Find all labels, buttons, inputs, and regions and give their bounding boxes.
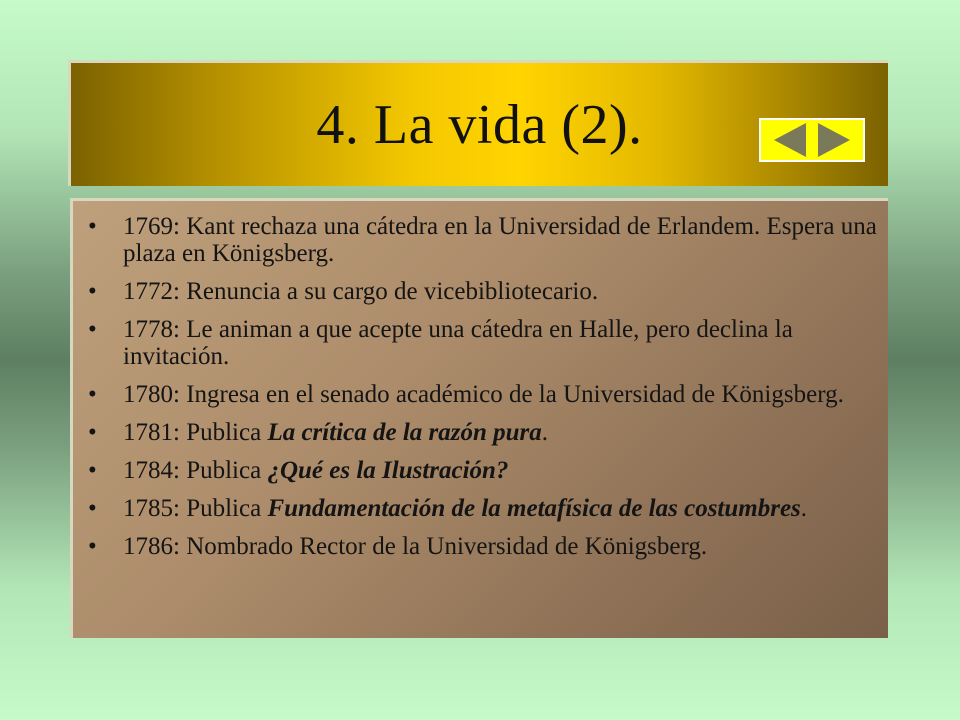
content-panel xyxy=(70,198,888,638)
item-text: 1784: Publica xyxy=(123,457,268,484)
item-text: 1780: Ingresa en el senado académico de la Universidad de Königsberg. xyxy=(123,381,844,408)
next-slide-button[interactable] xyxy=(816,120,852,160)
bullet-marker: • xyxy=(88,533,97,560)
triangle-left-icon xyxy=(774,123,806,157)
previous-slide-button[interactable] xyxy=(772,120,808,160)
item-text: 1781: Publica xyxy=(123,419,268,446)
bullet-marker: • xyxy=(88,278,97,305)
list-item xyxy=(85,495,878,522)
list-item xyxy=(85,419,878,446)
slide-navigation xyxy=(759,118,865,162)
bullet-marker: • xyxy=(88,316,97,343)
list-item xyxy=(85,457,878,484)
bullet-marker: • xyxy=(88,495,97,522)
item-text: 1785: Publica xyxy=(123,495,268,522)
bullet-marker: • xyxy=(88,457,97,484)
item-text: 1786: Nombrado Rector de la Universidad de Königsberg. xyxy=(123,533,708,560)
item-text: 1778: Le animan a que acepte una cátedra en Halle, pero declina la invitación. xyxy=(123,316,793,370)
book-title: ¿Qué es la Ilustración? xyxy=(267,457,509,484)
list-item xyxy=(85,213,878,267)
book-title: Fundamentación de la metafísica de las costumbres xyxy=(267,495,801,522)
slide-title: 4. La vida (2). xyxy=(316,93,643,156)
item-text: 1772: Renuncia a su cargo de vicebibliotecario. xyxy=(123,278,599,305)
list-item xyxy=(85,278,878,305)
list-item xyxy=(85,381,878,408)
item-suffix: . xyxy=(541,419,549,446)
item-suffix: . xyxy=(800,495,808,522)
bullet-marker: • xyxy=(88,381,97,408)
bullet-marker: • xyxy=(88,419,97,446)
list-item xyxy=(85,316,878,370)
bullet-list xyxy=(85,213,878,571)
triangle-right-icon xyxy=(818,123,850,157)
item-text: 1769: Kant rechaza una cátedra en la Universidad de Erlandem. Espera una plaza en Königsberg. xyxy=(123,213,877,267)
bullet-marker: • xyxy=(88,213,97,240)
book-title: La crítica de la razón pura xyxy=(267,419,542,446)
list-item xyxy=(85,533,878,560)
